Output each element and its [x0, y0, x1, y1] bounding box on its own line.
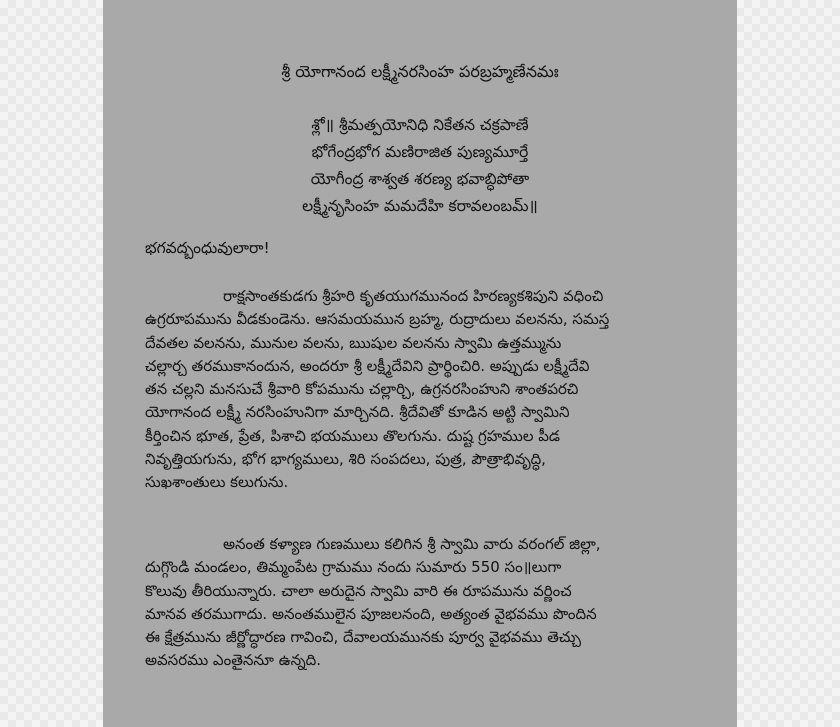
document-page: [103, 0, 737, 727]
paragraph-line: అవసరము ఎంతైననూ ఉన్నది.: [145, 651, 322, 670]
verse-line: భోగేంద్రభోగ మణిరాజిత పుణ్యమూర్తే: [311, 143, 529, 161]
paragraph-line: ఉగ్రరూపమును వీడకుండెను. ఆసమయమున బ్రహ్మ, రుద్రాదులు వలనను, సమస్త: [145, 310, 610, 329]
page-title: శ్రీ యోగానంద లక్ష్మీనరసింహ పరబ్రహ్మణేనమః: [281, 62, 559, 81]
paragraph-1: [145, 285, 725, 495]
greeting: భగవద్బంధువులారా!: [145, 239, 270, 257]
verse-line: యోగీంద్ర శాశ్వత శరణ్య భవాబ్ధిపోతా: [310, 170, 530, 188]
paragraph-line: యోగానంద లక్ష్మీ నరసింహునిగా మార్చినది. శ్రీదేవితో కూడిన అట్టి స్వామిని: [145, 403, 570, 422]
paragraph-line: తన చల్లని మనసుచే శ్రీవారి కోపమును చల్లార్చి, ఉగ్రనరసింహుని శాంతపరచి: [145, 380, 579, 399]
verse-line: శ్లో॥ శ్రీమత్పయోనిధి నికేతన చక్రపాణే: [311, 116, 529, 134]
paragraph-line: దేవతల వలనను, మునుల వలను, ఋషుల వలనను స్వామి ఉత్తమ్మును: [145, 333, 562, 352]
paragraph-line: దుగ్గొండి మండలం, తిమ్మంపేట గ్రామము నందు సుమారు 550 సం॥లుగా: [145, 558, 562, 577]
paragraph-line: నివృత్తియగును, భోగ భాగ్యములు, శిరి సంపదలు, పుత్ర, పౌత్రాభివృద్ధి,: [145, 450, 546, 469]
verse-line: లక్ష్మీనృసింహ మమదేహి కరావలంబమ్॥: [302, 197, 538, 215]
paragraph-line: రాక్షసాంతకుడగు శ్రీహరి కృతయుగమునంద హిరణ్యకశిపుని వధించి: [223, 287, 604, 305]
paragraph-line: మానవ తరముగాదు. అనంతములైన పూజలనంది, అత్యంత వైభవము పొందిన: [145, 604, 597, 623]
paragraph-line: కొలువు తీరియున్నారు. చాలా అరుదైన స్వామి వారి ఈ రూపమును వర్ణించ: [145, 581, 572, 600]
paragraph-2: [145, 533, 725, 673]
sloka-verse: [103, 112, 737, 220]
paragraph-line: చల్లార్చ తరముకానందున, అందరూ శ్రీ లక్ష్మీదేవిని ప్రార్థించిరి. అప్పుడు లక్ష్మీదేవి: [145, 356, 590, 375]
paragraph-line: అనంత కళ్యాణ గుణములు కలిగిన శ్రీ స్వామి వారు వరంగల్ జిల్లా,: [223, 535, 601, 553]
paragraph-line: ఈ క్షేత్రమును జీర్ణోద్ధారణ గావించి, దేవాలయమునకు పూర్వ వైభవము తెచ్చు: [145, 628, 581, 647]
paragraph-line: కీర్తించిన భూత, ప్రేత, పిశాచి భయములు తొలగును. దుష్ట గ్రహముల పీడ: [145, 426, 561, 445]
paragraph-line: సుఖశాంతులు కలుగును.: [145, 473, 289, 492]
